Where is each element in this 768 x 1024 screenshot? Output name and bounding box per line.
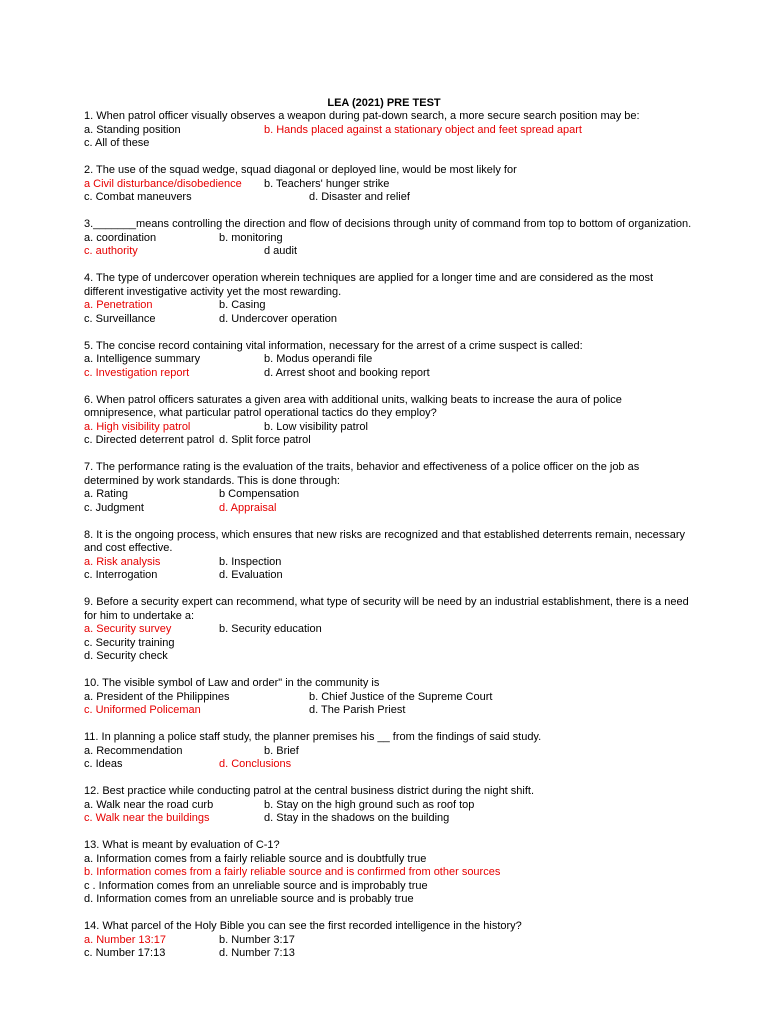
option-row [84,691,694,705]
option: d. Disaster and relief [309,191,410,203]
answer-option: d. Appraisal [219,501,277,514]
question-10 [84,677,694,718]
question-11 [84,731,694,772]
option-row [84,637,694,651]
option: c. Interrogation [84,569,158,581]
question-stem: 4. The type of undercover operation wherein techniques are applied for a longer time and are considered as the most different investigative activity yet the most rewarding. [84,272,654,298]
option: b Compensation [219,488,300,500]
answer-option: d. Conclusions [219,758,292,770]
option: a. coordination [84,231,157,244]
option-row [84,434,694,448]
option: d. Information comes from an unreliable source and is probably true [84,893,414,905]
question-stem: 11. In planning a police staff study, the planner premises his __ from the findings of said study. [84,731,542,743]
option: a. Rating [84,488,129,500]
option-row [84,947,694,961]
answer-option: a. Number 13:17 [84,933,166,946]
option: b. Inspection [219,555,282,568]
question-6 [84,394,694,448]
option-row [84,758,694,772]
option: c. Surveillance [84,312,156,325]
option: d. Stay in the shadows on the building [264,812,450,824]
question-stem: 14. What parcel of the Holy Bible you can see the first recorded intelligence in the history? [84,920,522,932]
answer-option: a. Risk analysis [84,555,161,568]
option: b. Chief Justice of the Supreme Court [309,690,493,703]
question-stem: 8. It is the ongoing process, which ensures that new risks are recognized and that established deterrents remain, necessary and cost effective. [84,528,686,554]
question-stem: 10. The visible symbol of Law and order" in the community is [84,677,380,689]
option-row [84,137,694,151]
option-row [84,704,694,718]
option-row [84,866,694,880]
question-8 [84,529,694,583]
option-row [84,812,694,826]
option: a. Walk near the road curb [84,798,214,811]
question-13 [84,839,694,907]
option: d. Undercover operation [219,312,338,325]
option: c. Number 17:13 [84,947,166,959]
question-stem: 1. When patrol officer visually observes a weapon during pat-down search, a more secure search position may be: [84,110,640,122]
option-row [84,367,694,381]
answer-option: c. Uniformed Policeman [84,704,201,716]
option: b. Security education [219,623,322,635]
answer-option: c. Investigation report [84,366,190,379]
option-row [84,191,694,205]
question-stem: 12. Best practice while conducting patrol at the central business district during the night shift. [84,785,535,797]
answer-option: a. Penetration [84,299,153,311]
answer-option: b. Information comes from a fairly reliable source and is confirmed from other sources [84,866,501,878]
option: d. Split force patrol [219,434,311,446]
option: a. President of the Philippines [84,690,230,703]
option: c. Security training [84,636,175,649]
option-row [84,650,694,664]
option-row [84,232,694,246]
option-row [84,124,694,138]
question-14 [84,920,694,961]
answer-option: b. Hands placed against a stationary object and feet spread apart [264,123,582,136]
option: d. Arrest shoot and booking report [264,366,430,379]
question-1 [84,110,694,151]
option: c. Directed deterrent patrol [84,434,215,446]
question-3 [84,218,694,259]
option: d. Security check [84,650,168,662]
option-row [84,313,694,327]
answer-option: c. authority [84,245,138,257]
option: c. Combat maneuvers [84,191,192,203]
option: c. Judgment [84,501,144,514]
answer-option: c. Walk near the buildings [84,812,210,824]
option: a. Intelligence summary [84,353,201,365]
option-row [84,299,694,313]
question-stem: 5. The concise record containing vital information, necessary for the arrest of a crime suspect is called: [84,339,583,352]
option: d. The Parish Priest [309,704,406,716]
option: b. Stay on the high ground such as roof top [264,798,475,811]
option-row [84,880,694,894]
option-row [84,488,694,502]
option: a. Standing position [84,123,181,136]
question-4 [84,272,694,326]
option-row [84,569,694,583]
option: b. Low visibility patrol [264,420,368,433]
question-5 [84,340,694,381]
option-row [84,934,694,948]
answer-option: a. High visibility patrol [84,420,191,433]
answer-option: a. Security survey [84,623,172,635]
question-9 [84,596,694,664]
option-row [84,353,694,367]
option-row [84,178,694,192]
question-stem: 6. When patrol officers saturates a given area with additional units, walking beats to increase the aura of police omnipresence, what particular patrol operational tactics do they employ? [84,393,622,419]
option: d. Number 7:13 [219,947,295,959]
option-row [84,623,694,637]
option: b. Teachers' hunger strike [264,177,390,190]
option: b. Brief [264,744,299,757]
question-stem: 3._______means controlling the direction and flow of decisions through unity of command from top to bottom of organization. [84,218,692,230]
question-7 [84,461,694,515]
option-row [84,893,694,907]
option-row [84,245,694,259]
option-row [84,556,694,570]
option: b. Casing [219,299,266,311]
option: c. Ideas [84,758,123,770]
question-list [84,110,694,974]
question-stem: 9. Before a security expert can recommend, what type of security will be need by an industrial establishment, there is a need for him to undertake a: [84,596,689,622]
option: a. Information comes from a fairly reliable source and is doubtfully true [84,852,427,865]
option-row [84,799,694,813]
question-stem: 13. What is meant by evaluation of C-1? [84,839,280,851]
question-2 [84,164,694,205]
option-row [84,421,694,435]
question-12 [84,785,694,826]
option: a. Recommendation [84,744,183,757]
option-row [84,853,694,867]
question-stem: 2. The use of the squad wedge, squad diagonal or deployed line, would be most likely for [84,164,517,176]
option: b. Number 3:17 [219,933,295,946]
option: d audit [264,245,298,257]
option-row [84,502,694,516]
option: c . Information comes from an unreliable source and is improbably true [84,879,428,892]
option: d. Evaluation [219,569,283,581]
option: c. All of these [84,137,150,149]
document-title: LEA (2021) PRE TEST [327,97,441,109]
answer-option: a Civil disturbance/disobedience [84,177,242,190]
option-row [84,745,694,759]
question-stem: 7. The performance rating is the evaluation of the traits, behavior and effectiveness of a police officer on the job as determined by work standards. This is done through: [84,461,640,487]
option: b. Modus operandi file [264,353,373,365]
option: b. monitoring [219,231,283,244]
